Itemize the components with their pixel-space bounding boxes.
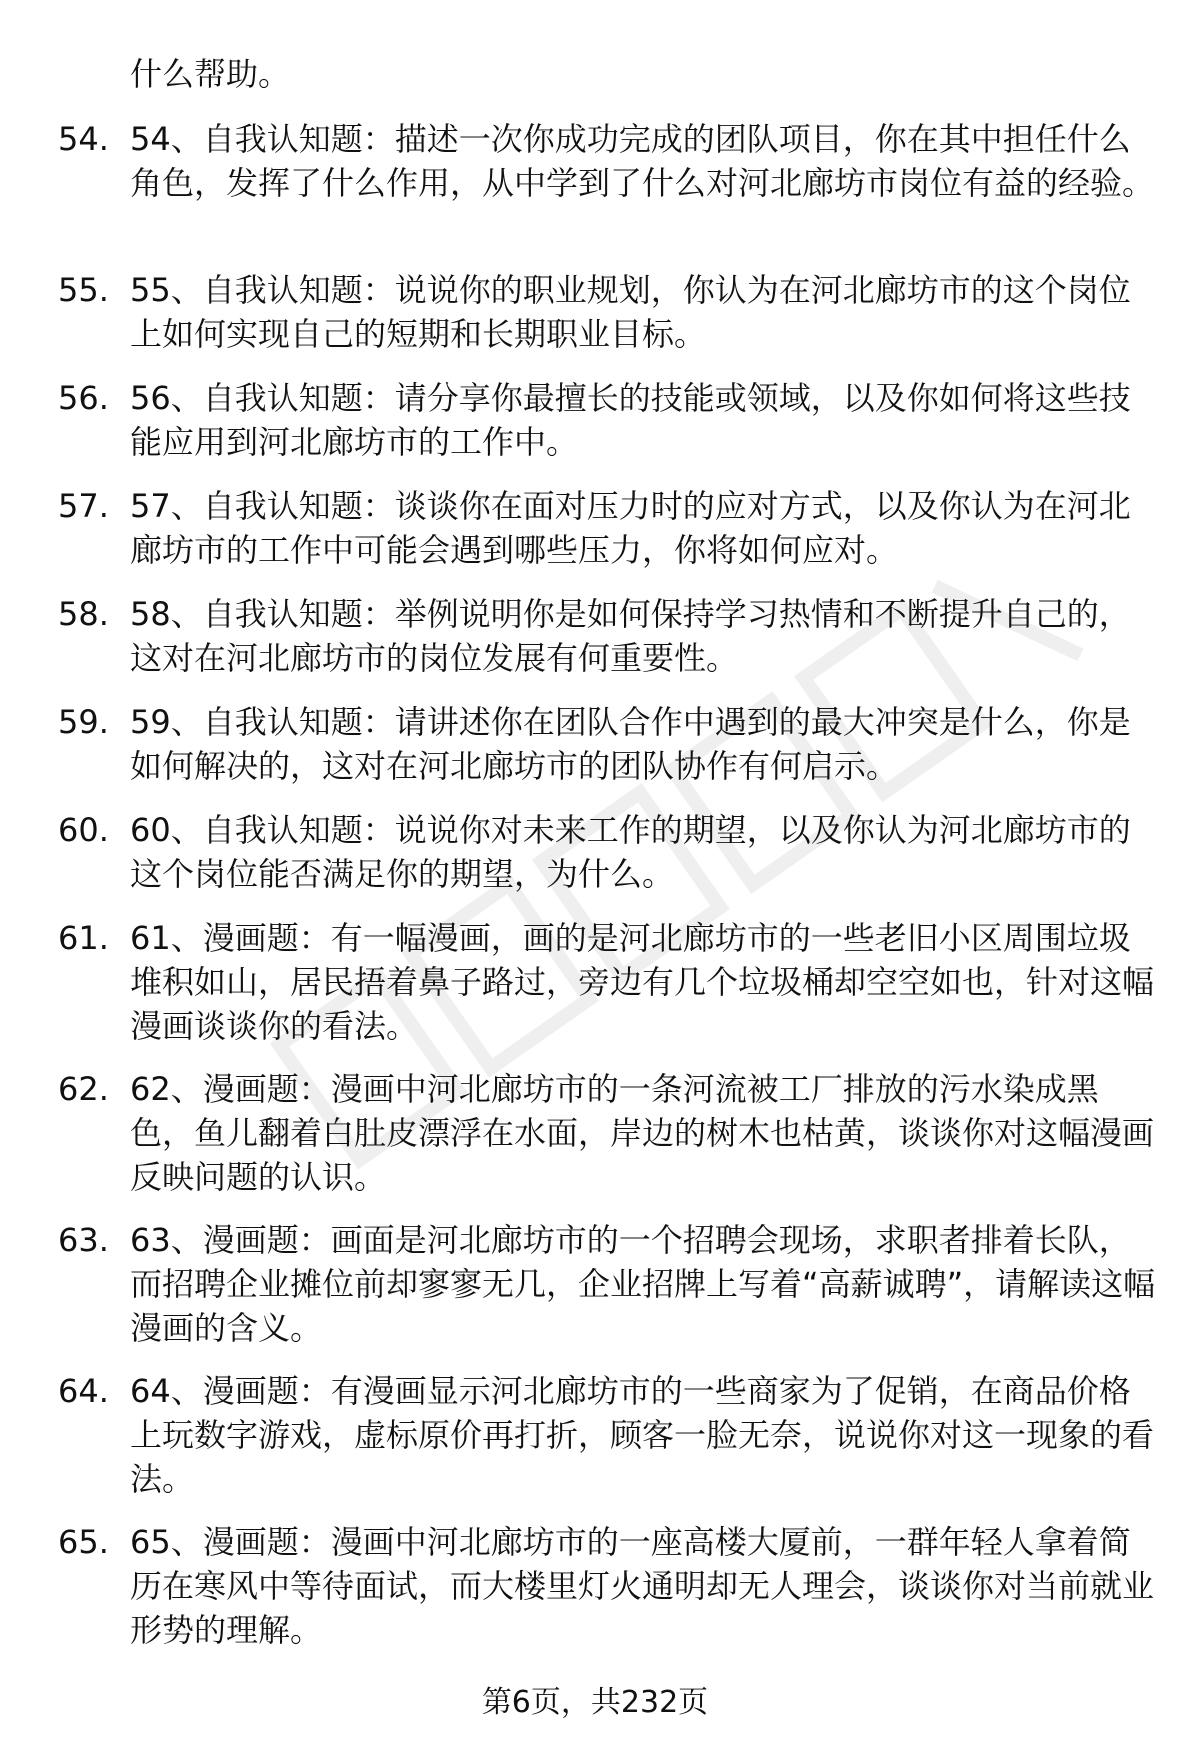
continuation-text: 什么帮助。 (130, 55, 291, 93)
list-item (0, 484, 1190, 592)
list-item (0, 1067, 1190, 1218)
list-item (0, 592, 1190, 700)
page-footer: 第6页，共232页 (481, 1685, 709, 1720)
item-text: 62、漫画题：漫画中河北廊坊市的一条河流被工厂排放的污水染成黑色，鱼儿翻着白肚皮漂浮在水面，岸边的树木也枯黄，谈谈你对这幅漫画反映问题的认识。 (130, 1070, 1155, 1196)
item-number: 55. (58, 271, 109, 309)
item-number: 61. (58, 919, 109, 957)
question-list (0, 117, 1190, 1671)
list-item (0, 700, 1190, 808)
item-text: 60、自我认知题：说说你对未来工作的期望，以及你认为河北廊坊市的这个岗位能否满足你的期望，为什么。 (130, 811, 1131, 893)
item-number: 64. (58, 1372, 109, 1410)
item-number: 54. (58, 120, 109, 158)
item-number: 65. (58, 1523, 109, 1561)
item-number: 59. (58, 703, 109, 741)
list-item (0, 916, 1190, 1067)
item-text: 65、漫画题：漫画中河北廊坊市的一座高楼大厦前，一群年轻人拿着简历在寒风中等待面试，而大楼里灯火通明却无人理会，谈谈你对当前就业形势的理解。 (130, 1523, 1155, 1649)
item-text: 64、漫画题：有漫画显示河北廊坊市的一些商家为了促销，在商品价格上玩数字游戏，虚标原价再打折，顾客一脸无奈，说说你对这一现象的看法。 (130, 1372, 1155, 1498)
item-number: 60. (58, 811, 109, 849)
item-number: 56. (58, 379, 109, 417)
item-text: 55、自我认知题：说说你的职业规划，你认为在河北廊坊市的这个岗位上如何实现自己的短期和长期职业目标。 (130, 271, 1131, 353)
item-text: 54、自我认知题：描述一次你成功完成的团队项目，你在其中担任什么角色，发挥了什么作用，从中学到了什么对河北廊坊市岗位有益的经验。 (130, 120, 1155, 202)
item-text: 59、自我认知题：请讲述你在团队合作中遇到的最大冲突是什么，你是如何解决的，这对在河北廊坊市的团队协作有何启示。 (130, 703, 1131, 785)
item-number: 62. (58, 1070, 109, 1108)
item-number: 57. (58, 487, 109, 525)
list-item (0, 1520, 1190, 1671)
list-item (0, 268, 1190, 376)
item-text: 58、自我认知题：举例说明你是如何保持学习热情和不断提升自己的，这对在河北廊坊市的岗位发展有何重要性。 (130, 595, 1131, 677)
item-text: 63、漫画题：画面是河北廊坊市的一个招聘会现场，求职者排着长队，而招聘企业摊位前却寥寥无几，企业招牌上写着“高薪诚聘”，请解读这幅漫画的含义。 (130, 1221, 1156, 1347)
item-text: 57、自我认知题：谈谈你在面对压力时的应对方式，以及你认为在河北廊坊市的工作中可能会遇到哪些压力，你将如何应对。 (130, 487, 1131, 569)
list-item (0, 808, 1190, 916)
list-item (0, 376, 1190, 484)
item-text: 56、自我认知题：请分享你最擅长的技能或领域，以及你如何将这些技能应用到河北廊坊市的工作中。 (130, 379, 1131, 461)
list-item (0, 117, 1190, 268)
item-number: 58. (58, 595, 109, 633)
item-number: 63. (58, 1221, 109, 1259)
list-item (0, 1218, 1190, 1369)
list-item (0, 1369, 1190, 1520)
item-text: 61、漫画题：有一幅漫画，画的是河北廊坊市的一些老旧小区周围垃圾堆积如山，居民捂着鼻子路过，旁边有几个垃圾桶却空空如也，针对这幅漫画谈谈你的看法。 (130, 919, 1155, 1045)
